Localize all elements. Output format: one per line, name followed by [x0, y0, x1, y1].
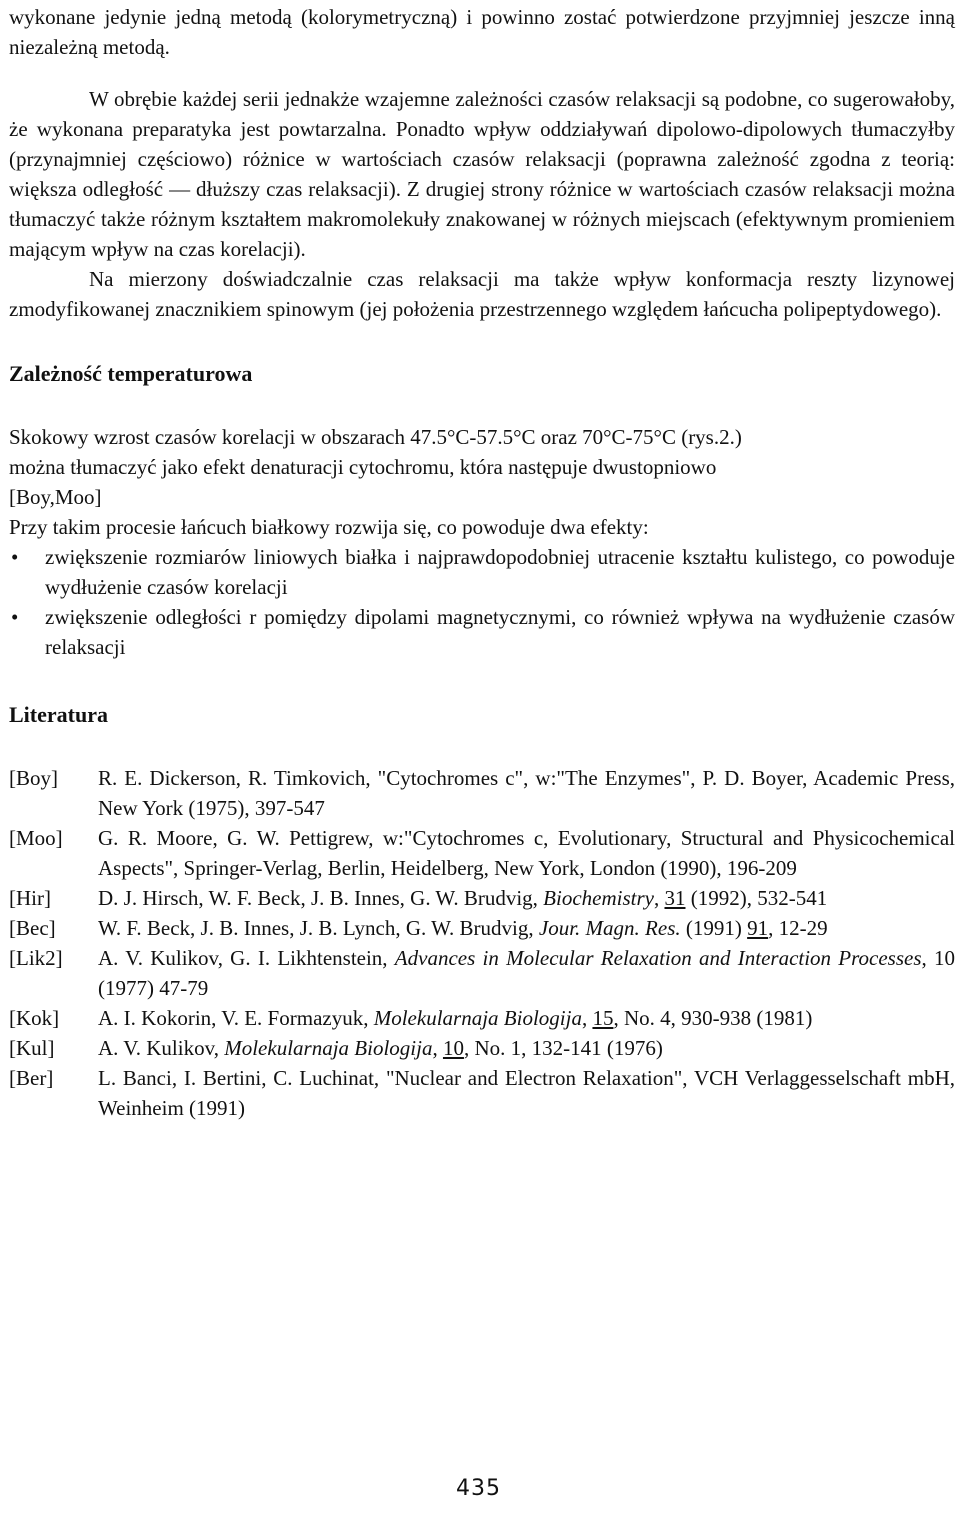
reference-item: [9, 1033, 955, 1063]
reference-key: [Boy]: [9, 766, 58, 790]
reference-item: [9, 883, 955, 913]
reference-key: [Bec]: [9, 916, 56, 940]
page-content: [9, 0, 955, 1123]
reference-authors: D. J. Hirsch, W. F. Beck, J. B. Innes, G. W. Brudvig,: [98, 886, 544, 910]
reference-item: [9, 1003, 955, 1033]
reference-key: [Lik2]: [9, 946, 63, 970]
reference-volume: 10: [442, 1036, 464, 1060]
reference-item: [9, 763, 955, 823]
temperature-line-1: Skokowy wzrost czasów korelacji w obszarach 47.5°C-57.5°C oraz 70°C-75°C (rys.2.): [9, 425, 742, 449]
reference-volume: 91: [747, 916, 769, 940]
reference-key: [Hir]: [9, 886, 51, 910]
reference-text: [98, 943, 955, 1003]
reference-key: [Ber]: [9, 1066, 54, 1090]
paragraph-lysine-conformation: Na mierzony doświadczalnie czas relaksacji ma także wpływ konformacja reszty lizynowej zmodyfikowanej znacznikiem spinowym (jej położenia przestrzennego względem łańcucha polipeptydowego).: [9, 267, 955, 321]
list-item: [9, 602, 955, 662]
reference-authors: A. V. Kulikov,: [98, 1036, 225, 1060]
reference-volume: 31: [664, 886, 686, 910]
reference-item: [9, 913, 955, 943]
bullet-icon: •: [11, 545, 19, 569]
reference-key: [Kul]: [9, 1036, 55, 1060]
reference-journal: Jour. Magn. Res.: [538, 916, 681, 940]
reference-separator: ,: [432, 1036, 443, 1060]
reference-text: [98, 1003, 955, 1033]
reference-text: [98, 763, 955, 823]
reference-pages: , 10 (1977) 47-79: [98, 946, 955, 1000]
reference-authors: A. I. Kokorin, V. E. Formazyuk,: [98, 1006, 374, 1030]
paragraph-continuation: wykonane jedynie jedną metodą (kolorymetryczną) i powinno zostać potwierdzone przyjmniej jeszcze inną niezależną metodą.: [9, 5, 955, 59]
reference-authors: W. F. Beck, J. B. Innes, J. B. Lynch, G. W. Brudvig,: [98, 916, 539, 940]
reference-authors: G. R. Moore, G. W. Pettigrew, w:"Cytochromes c, Evolutionary, Structural and Physicochemical Aspects", Springer-Verlag, Berlin, Heidelberg, New York, London (1990), 196-209: [98, 826, 955, 880]
reference-text: D. J. Hirsch, W. F. Beck, J. B. Innes, G. W. Brudvig, Biochemistry, 31 (1992), 532-541: [98, 886, 828, 910]
page-number: 435: [456, 1476, 501, 1501]
reference-list: [9, 763, 955, 1123]
reference-authors: A. V. Kulikov, G. I. Likhtenstein,: [98, 946, 395, 970]
reference-text: [98, 1033, 955, 1063]
section-heading-literature: Literatura: [9, 702, 108, 727]
reference-item: [9, 1063, 955, 1123]
reference-journal: Molekularnaja Biologija: [224, 1036, 433, 1060]
reference-journal: Advances in Molecular Relaxation and Interaction Processes: [394, 946, 922, 970]
temperature-citation: [Boy,Moo]: [9, 485, 102, 509]
bullet-icon: •: [11, 605, 19, 629]
list-item-text: zwiększenie odległości r pomiędzy dipolami magnetycznymi, co również wpływa na wydłużenie czasów relaksacji: [45, 605, 955, 659]
paragraph-relaxation-dependencies: W obrębie każdej serii jednakże wzajemne zależności czasów relaksacji są podobne, co sugerowałoby, że wykonana preparatyka jest powtarzalna. Ponadto wpływ oddziaływań dipolowo-dipolowych tłumaczyłby (przynajmniej częściowo) różnice w wartościach czasów relaksacji (poprawna zależność zgodna z teorią: większa odległość — dłuższy czas relaksacji). Z drugiej strony różnice w wartościach czasów relaksacji można tłumaczyć także różnym kształtem makromolekuły znakowanej w różnych miejscach (efektywnym promieniem mającym wpływ na czas korelacji).: [9, 87, 955, 261]
reference-pages: , 12-29: [768, 916, 828, 940]
reference-item: [9, 943, 955, 1003]
reference-pages: , No. 4, 930-938 (1981): [613, 1006, 813, 1030]
temperature-line-4: Przy takim procesie łańcuch białkowy rozwija się, co powoduje dwa efekty:: [9, 515, 649, 539]
reference-authors: R. E. Dickerson, R. Timkovich, "Cytochromes c", w:"The Enzymes", P. D. Boyer, Academic Press, New York (1975), 397-547: [98, 766, 955, 820]
reference-separator: ,: [581, 1006, 593, 1030]
temperature-line-2: można tłumaczyć jako efekt denaturacji cytochromu, która następuje dwustopniowo: [9, 455, 717, 479]
reference-text: [98, 913, 955, 943]
reference-journal: Biochemistry: [543, 886, 654, 910]
reference-journal: Molekularnaja Biologija: [373, 1006, 582, 1030]
reference-key: [Moo]: [9, 826, 63, 850]
reference-pages: , No. 1, 132-141 (1976): [463, 1036, 663, 1060]
reference-pages: (1992), 532-541: [685, 886, 828, 910]
list-item: [9, 542, 955, 602]
paragraph-temperature: [9, 422, 955, 662]
reference-text: [98, 823, 955, 883]
section-heading-temperature: Zależność temperaturowa: [9, 361, 253, 386]
list-item-text: zwiększenie rozmiarów liniowych białka i najprawdopodobniej utracenie kształtu kulistego, co powoduje wydłużenie czasów korelacji: [45, 545, 955, 599]
reference-text: [98, 1063, 955, 1123]
reference-item: [9, 823, 955, 883]
effects-list: [9, 542, 955, 662]
reference-authors: L. Banci, I. Bertini, C. Luchinat, "Nuclear and Electron Relaxation", VCH Verlaggesselschaft mbH, Weinheim (1991): [98, 1066, 955, 1120]
reference-year: (1991): [680, 916, 748, 940]
reference-volume: 15: [592, 1006, 614, 1030]
reference-key: [Kok]: [9, 1006, 60, 1030]
